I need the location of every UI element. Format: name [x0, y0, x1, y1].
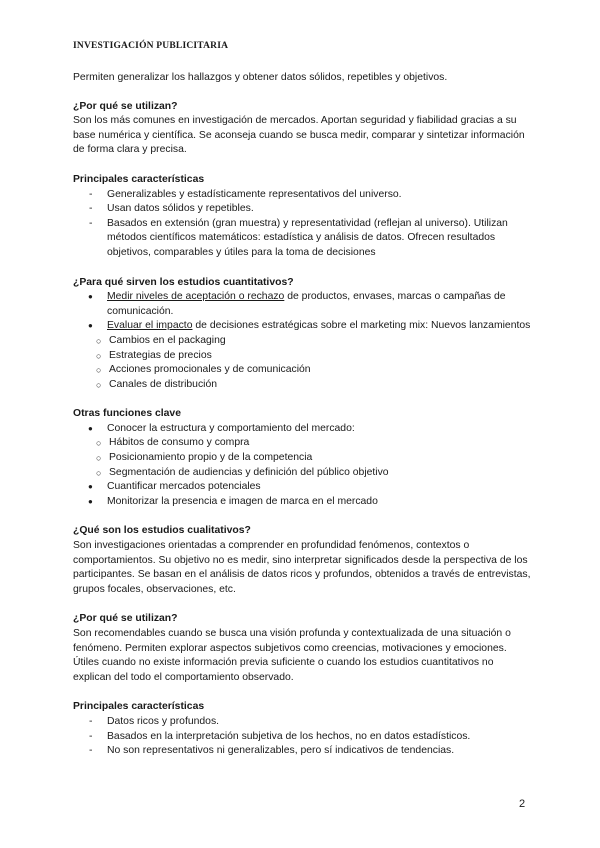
qual-features-list	[73, 715, 533, 759]
list-item-text: de productos, envases, marcas o campañas de comunicación.	[107, 291, 506, 317]
qual-what-paragraph: Son investigaciones orientadas a comprender en profundidad fenómenos, contextos o comportamientos. Su objetivo no es medir, sino interpretar significados desde la perspectiva de los participantes. Se basan en el análisis de datos ricos y profundos, obtenidos a través de entrevistas, grupos focales, observaciones, etc.	[73, 540, 531, 595]
qual-what-heading: ¿Qué son los estudios cualitativos?	[73, 525, 251, 537]
list-item	[73, 319, 533, 392]
list-item: - Generalizables y estadísticamente representativos del universo.	[73, 188, 533, 203]
quant-why-paragraph: Son los más comunes en investigación de mercados. Aportan seguridad y fiabilidad gracias a su base numérica y científica. Se aconseja cuando se busca medir, comparar y sintetizar información de forma clara y precisa.	[73, 115, 525, 156]
other-functions-heading: Otras funciones clave	[73, 408, 181, 420]
quant-why-heading: ¿Por qué se utilizan?	[73, 100, 178, 112]
other-functions-list	[73, 422, 533, 510]
page-content	[73, 71, 533, 759]
running-header: INVESTIGACIÓN PUBLICITARIA	[73, 41, 229, 51]
quant-purpose-list	[73, 290, 533, 392]
qual-why-paragraph: Son recomendables cuando se busca una visión profunda y contextualizada de una situación o fenómeno. Permiten explorar aspectos subjetivos como creencias, motivaciones y emociones. Útiles cuando no existe información previa suficiente o cuando los estudios cuantitativos no explican del todo el comportamiento observado.	[73, 628, 511, 683]
list-item: - Usan datos sólidos y repetibles.	[73, 202, 533, 217]
list-item	[73, 422, 533, 480]
sub-list-item: ○ Hábitos de consumo y compra	[73, 436, 533, 451]
sub-list-item: ○ Estrategias de precios	[73, 349, 533, 364]
underlined-phrase: Evaluar el impacto	[107, 320, 193, 332]
marketing-mix-sublist	[73, 334, 533, 392]
list-item-text: de decisiones estratégicas sobre el marketing mix: Nuevos lanzamientos	[192, 320, 531, 332]
sub-list-item: ○ Acciones promocionales y de comunicación	[73, 363, 533, 378]
list-item: - Basados en extensión (gran muestra) y representatividad (reflejan al universo). Utilizan métodos científicos matemáticos: estadística y análisis de datos. Ofrecen resultados objetivos, comparables y útiles para la toma de decisiones	[73, 217, 533, 261]
list-item: - Datos ricos y profundos.	[73, 715, 533, 730]
sub-list-item: ○ Cambios en el packaging	[73, 334, 533, 349]
quant-features-heading: Principales características	[73, 173, 205, 185]
page-number: 2	[519, 798, 526, 810]
list-item: ● Cuantificar mercados potenciales	[73, 480, 533, 495]
qual-why-heading: ¿Por qué se utilizan?	[73, 613, 178, 625]
list-item	[73, 290, 533, 319]
list-item: ● Monitorizar la presencia e imagen de marca en el mercado	[73, 495, 533, 510]
market-structure-sublist	[73, 436, 533, 480]
quant-purpose-heading: ¿Para qué sirven los estudios cuantitativos?	[73, 276, 294, 288]
list-item-text: Conocer la estructura y comportamiento del mercado:	[107, 422, 355, 434]
sub-list-item: ○ Posicionamiento propio y de la competencia	[73, 451, 533, 466]
quant-features-list	[73, 188, 533, 261]
intro-paragraph: Permiten generalizar los hallazgos y obtener datos sólidos, repetibles y objetivos.	[73, 72, 448, 83]
sub-list-item: ○ Segmentación de audiencias y definición del público objetivo	[73, 466, 533, 481]
list-item: - No son representativos ni generalizables, pero sí indicativos de tendencias.	[73, 744, 533, 759]
sub-list-item: ○ Canales de distribución	[73, 378, 533, 393]
list-item: - Basados en la interpretación subjetiva de los hechos, no en datos estadísticos.	[73, 730, 533, 745]
qual-features-heading: Principales características	[73, 701, 205, 713]
underlined-phrase: Medir niveles de aceptación o rechazo	[107, 291, 285, 303]
